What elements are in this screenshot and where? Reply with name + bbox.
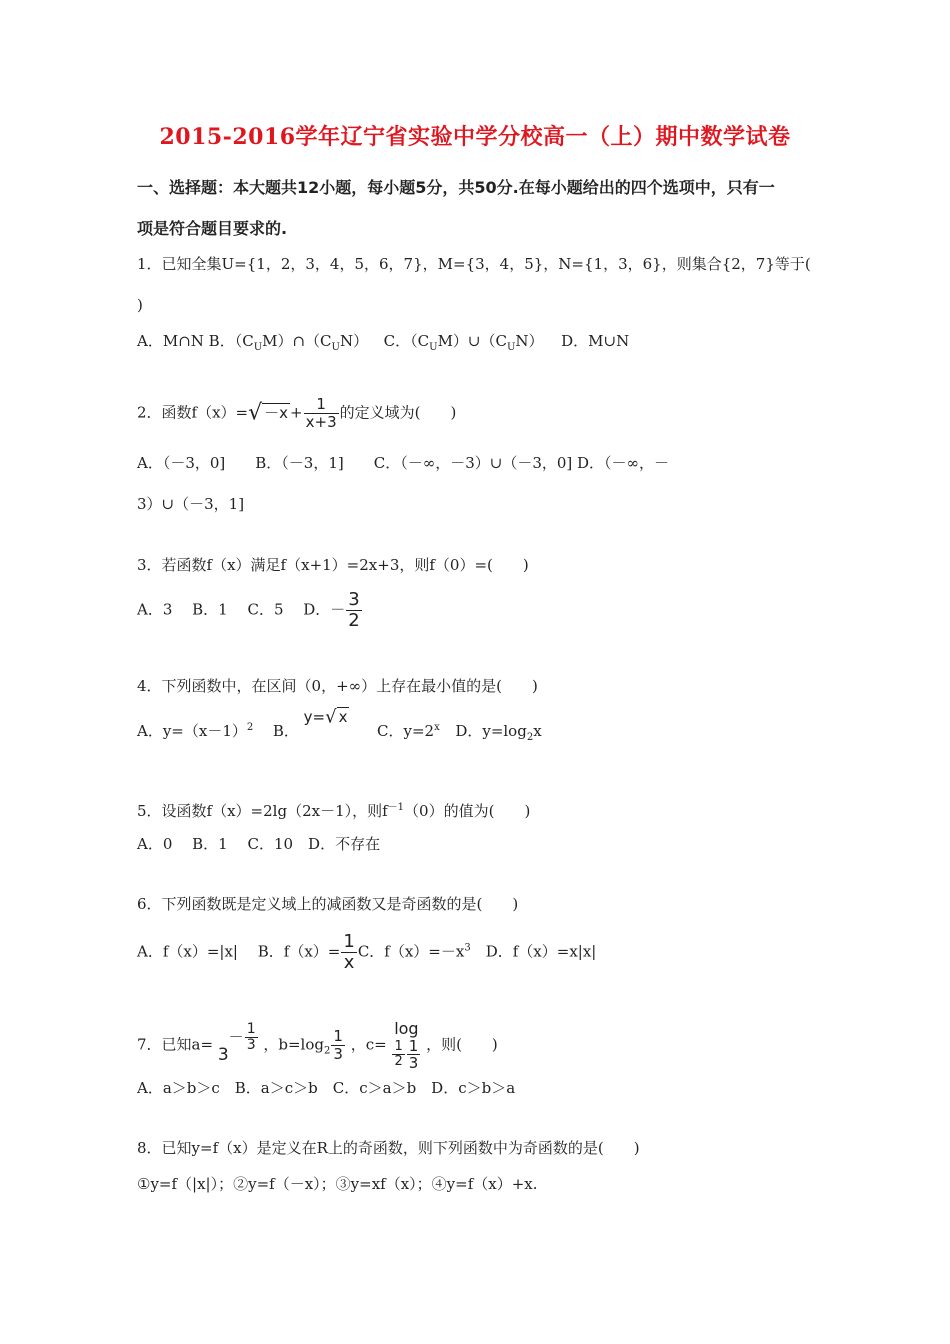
q6-options: A．f（x）=|x| B．f（x）= $\frac{1}{x}$ C．$f(x)=-x^3$ D．f（x）=x|x|: [137, 931, 597, 973]
q1-option-a: A．M∩N: [137, 332, 204, 350]
q8-stem: 8．已知y=f（x）是定义在R上的奇函数，则下列函数中为奇函数的是( ): [137, 1139, 640, 1157]
q1-option-d: D．M∪N: [561, 332, 630, 350]
q4-stem: 4．下列函数中，在区间（0，+∞）上存在最小值的是( ): [137, 677, 538, 695]
q1-option-c: C．$(C_UM)\cup(C_UN)$: [383, 332, 544, 353]
q4-options: A．$y=(x-1)^2$ B． y=√ x C．$y=2^x$ D．$y=\log_2x$: [137, 706, 542, 743]
q2-options-line2: 3）∪（－3，1]: [137, 495, 245, 513]
q6-fraction: $\frac{1}{x}$: [343, 931, 355, 973]
q7-c-log-expression: log $\frac{1}{2}$ $\frac{1}{3}$: [394, 1019, 419, 1072]
q3-fraction: $\frac{3}{2}$: [348, 589, 360, 631]
q6-stem: 6．下列函数既是定义域上的减函数又是奇函数的是( ): [137, 895, 519, 913]
section-heading-line2: 项是符合题目要求的.: [137, 219, 288, 238]
q5-stem: 5．设函数f（x）=2lg（2x－1），则$f^{-1}(0)$的值为( ): [137, 802, 531, 820]
q5-options: A．0 B．1 C．10 D．不存在: [137, 835, 381, 853]
q1-stem-line1: 1．已知全集U={1，2，3，4，5，6，7}，M={3，4，5}，N={1，3，6}，则集合{2，7}等于(: [137, 255, 811, 273]
sqrt-symbol-icon: √: [248, 400, 263, 426]
exam-title: 2015-2016学年辽宁省实验中学分校高一（上）期中数学试卷: [159, 124, 791, 150]
q3-options: A．3 B．1 C．5 D．－ $\frac{3}{2}$: [137, 589, 360, 631]
section-heading-line1: 一、选择题：本大题共12小题，每小题5分，共50分.在每小题给出的四个选项中，只有一: [137, 178, 775, 197]
q2-stem: 2．函数f（x）=√ －x + $\frac{1}{x+3}$ 的定义域为( ): [137, 395, 457, 431]
q2-fraction: $\frac{1}{x+3}$: [305, 395, 337, 431]
q1-option-b: B．$(C_UM)\cap(C_UN)$: [208, 332, 369, 353]
q8-items: ①y=f（|x|）；②y=f（－x）；③y=xf（x）；④y=f（x）+x.: [137, 1175, 538, 1193]
q7-b-fraction: $\frac{1}{3}$: [333, 1027, 343, 1063]
q7-options: A．a＞b＞c B．a＞c＞b C．c＞a＞b D．c＞b＞a: [137, 1079, 516, 1097]
q2-options-line1: A．（－3，0] B．（－3，1] C．（－∞，－3）∪（－3，0] D．（－∞，－: [137, 454, 670, 472]
q3-stem: 3．若函数f（x）满足f（x+1）=2x+3，则f（0）=( ): [137, 556, 529, 574]
q1-options: [137, 331, 629, 358]
q1-stem-line2: ): [137, 296, 143, 314]
sqrt-symbol-icon: √: [325, 706, 337, 728]
q7-stem: 7．已知a= 3－ $\frac{1}{3}$ ，$b=\log_2$ $\frac{1}{3}$ ，c= log $\frac{1}{2}$ $\frac{1}{3}$ ，则( ): [137, 1019, 498, 1072]
